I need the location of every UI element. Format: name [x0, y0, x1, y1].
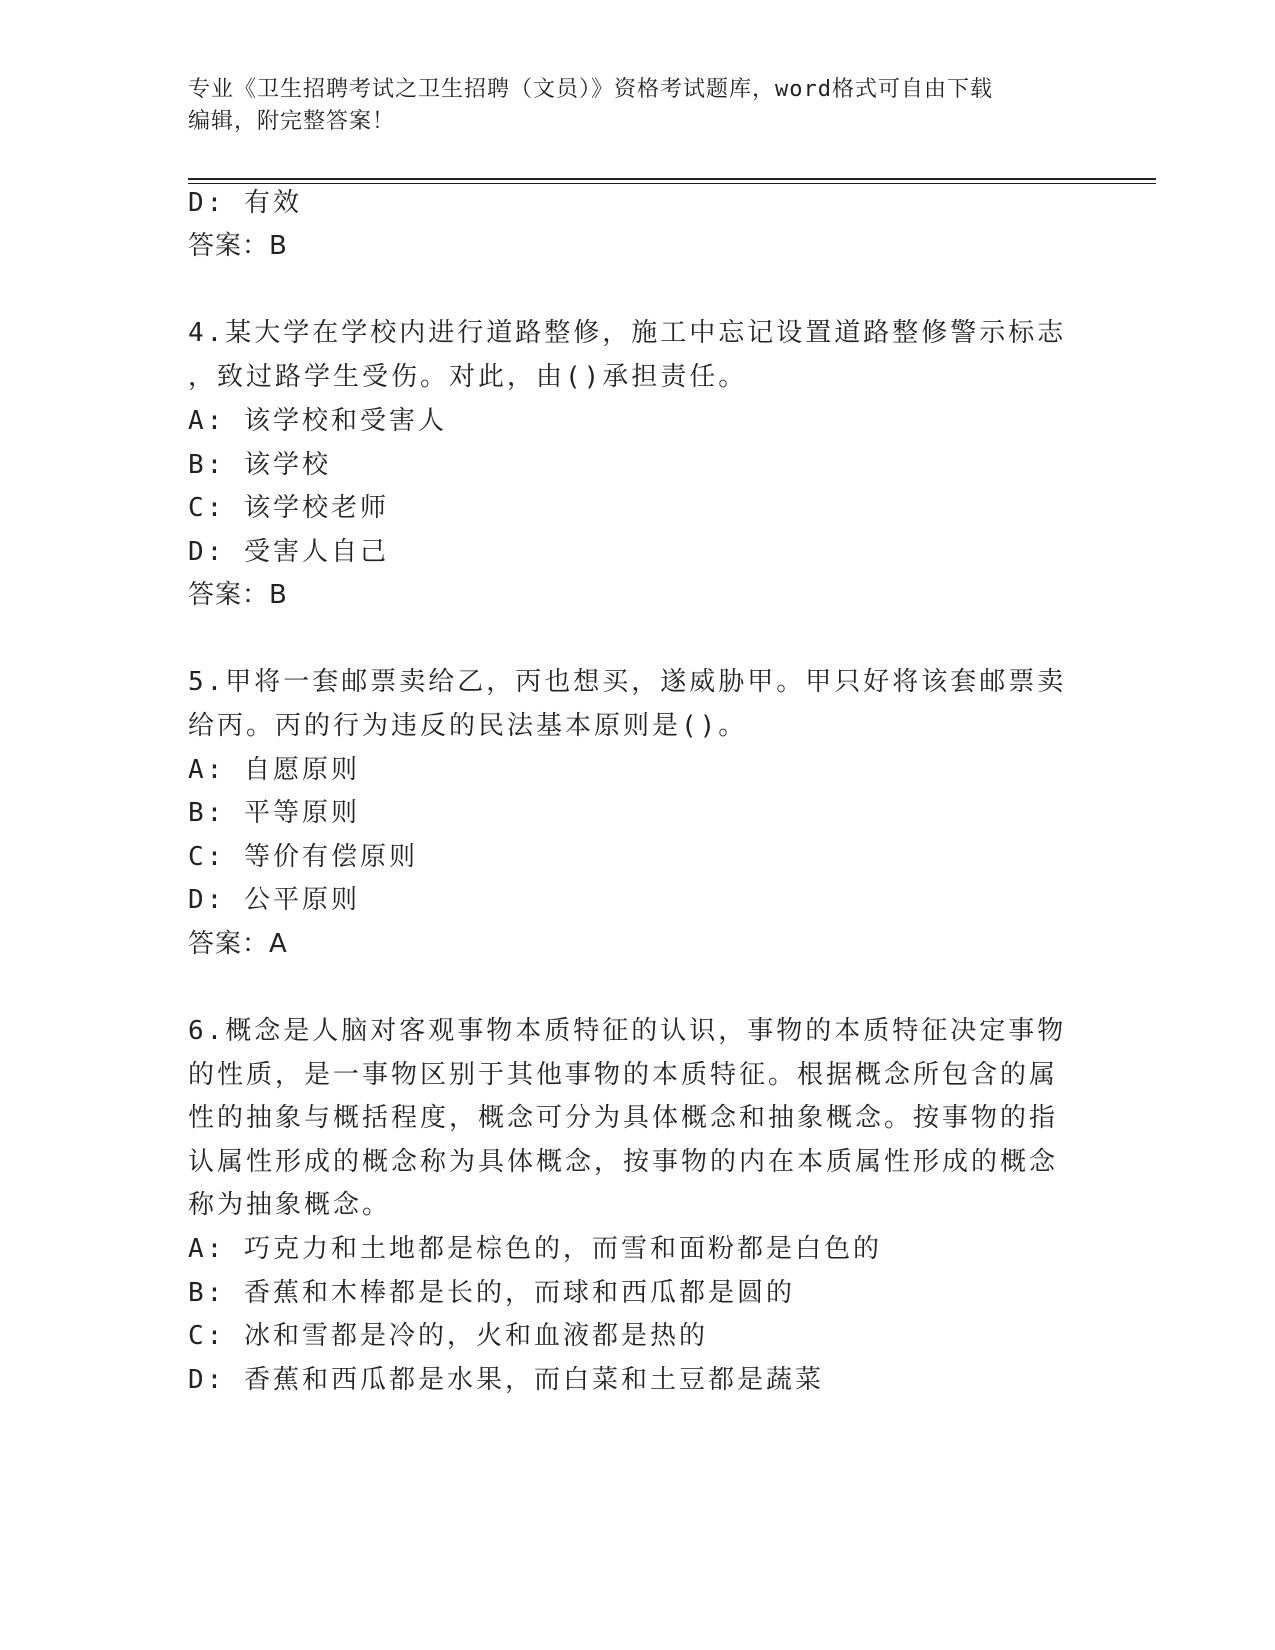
q4-answer: 答案：B	[188, 580, 288, 610]
header-line-1: 专业《卫生招聘考试之卫生招聘（文员）》资格考试题库，word格式可自由下载	[188, 77, 993, 102]
q4-option-a: A: 该学校和受害人	[188, 406, 447, 436]
q5-option-d: D: 公平原则	[188, 885, 360, 915]
header-line-2: 编辑，附完整答案！	[188, 109, 396, 134]
q5-answer: 答案：A	[188, 929, 288, 959]
page-header	[188, 74, 1068, 138]
q6-stem-line-1: 6.概念是人脑对客观事物本质特征的认识，事物的本质特征决定事物	[188, 1016, 1067, 1046]
q3-option-d: D: 有效	[188, 188, 302, 218]
q6-option-d: D: 香蕉和西瓜都是水果，而白菜和土豆都是蔬菜	[188, 1365, 824, 1395]
q3-answer: 答案：B	[188, 231, 288, 261]
q6-stem-line-3: 性的抽象与概括程度，概念可分为具体概念和抽象概念。按事物的指	[188, 1103, 1059, 1133]
q5-stem-line-1: 5.甲将一套邮票卖给乙，丙也想买，遂威胁甲。甲只好将该套邮票卖	[188, 667, 1067, 697]
header-divider-thin	[188, 183, 1156, 184]
q6-stem-line-2: 的性质，是一事物区别于其他事物的本质特征。根据概念所包含的属	[188, 1060, 1059, 1090]
q6-option-b: B: 香蕉和木棒都是长的，而球和西瓜都是圆的	[188, 1278, 795, 1308]
q6-option-a: A: 巧克力和土地都是棕色的，而雪和面粉都是白色的	[188, 1234, 882, 1264]
q5-option-c: C: 等价有偿原则	[188, 842, 418, 872]
q5-option-b: B: 平等原则	[188, 798, 360, 828]
header-divider-thick	[188, 178, 1156, 180]
q5-option-a: A: 自愿原则	[188, 755, 360, 785]
q4-option-b: B: 该学校	[188, 450, 331, 480]
q6-option-c: C: 冰和雪都是冷的，火和血液都是热的	[188, 1321, 708, 1351]
q4-option-c: C: 该学校老师	[188, 493, 389, 523]
q5-stem-line-2: 给丙。丙的行为违反的民法基本原则是()。	[188, 711, 748, 741]
q4-stem-line-2: ，致过路学生受伤。对此，由()承担责任。	[188, 362, 748, 392]
q6-stem-line-5: 称为抽象概念。	[188, 1190, 392, 1220]
q4-option-d: D: 受害人自己	[188, 537, 389, 567]
q4-stem-line-1: 4.某大学在学校内进行道路整修，施工中忘记设置道路整修警示标志	[188, 318, 1067, 348]
q6-stem-line-4: 认属性形成的概念称为具体概念，按事物的内在本质属性形成的概念	[188, 1147, 1059, 1177]
